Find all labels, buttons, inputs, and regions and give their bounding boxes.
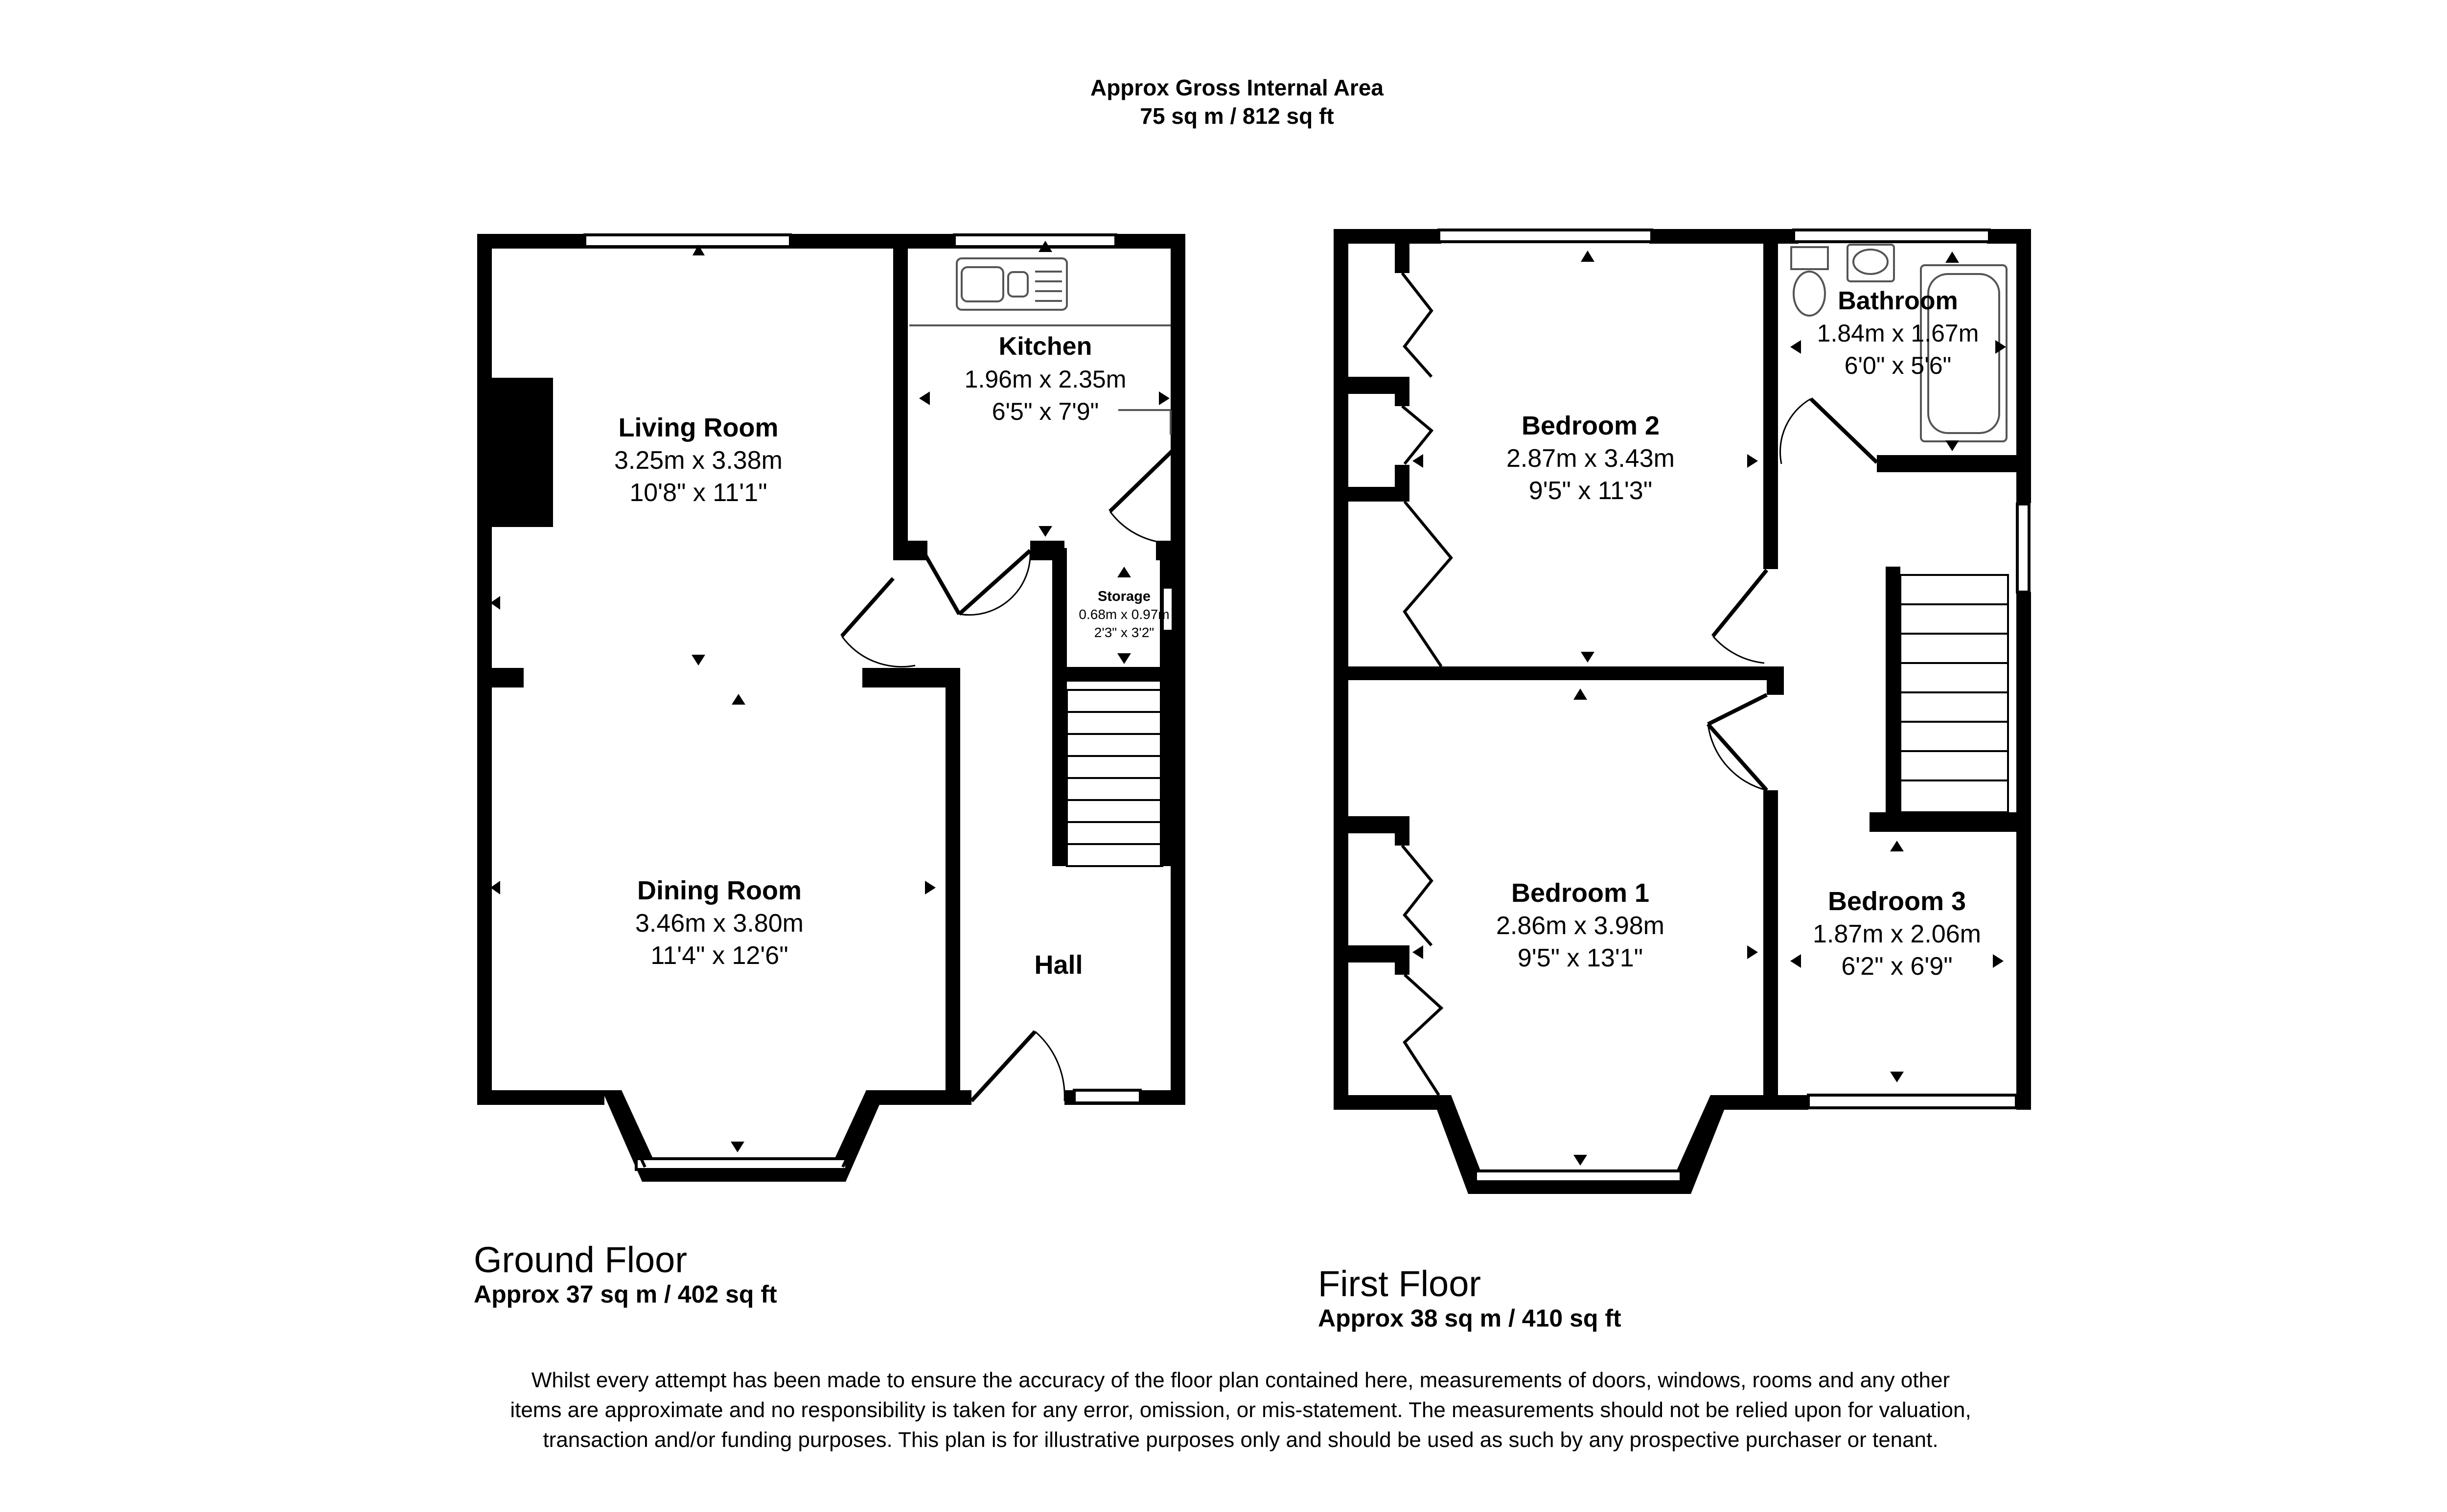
ff-wardrobe-doors-1 (1402, 273, 1431, 377)
dining-room-metric: 3.46m x 3.80m (635, 909, 804, 938)
gf-storage-wall-bottom (1052, 667, 1175, 682)
bedroom1-imperial: 9'5" x 13'1" (1517, 944, 1643, 972)
ff-window-bay-front (1476, 1171, 1681, 1182)
ground-floor-label (474, 1240, 777, 1309)
bedroom3-metric: 1.87m x 2.06m (1813, 920, 1981, 948)
ff-arrow-bath-bottom (1945, 440, 1959, 451)
ff-arrow-bed1-top (1573, 688, 1587, 700)
ff-wall-right-bottom (2016, 592, 2031, 1110)
gf-window-kitchen (954, 235, 1116, 247)
ff-stair-wall-bottom (1870, 812, 2016, 832)
gf-window-living (585, 235, 790, 247)
gf-storage-wall-left (1052, 548, 1067, 866)
ff-window-bathroom (1794, 230, 1989, 242)
gf-door-kitchen-living (925, 550, 1030, 615)
ff-window-bedroom3 (1808, 1095, 2016, 1108)
ff-door-bedroom2 (1713, 570, 1767, 663)
ff-wardrobe-post-5 (1395, 945, 1409, 975)
bedroom3-name: Bedroom 3 (1827, 887, 1966, 916)
ff-wall-bottom-right-b (2016, 1095, 2031, 1110)
bedroom1-metric: 2.86m x 3.98m (1496, 912, 1664, 940)
gf-stub-wall-left (477, 668, 524, 687)
ff-wall-bed2-landing-stub (1767, 666, 1784, 695)
ff-door-bathroom (1780, 399, 1877, 464)
ff-arrow-bed2-left (1412, 454, 1423, 468)
ff-arrow-bed3-left (1790, 954, 1801, 968)
ff-wardrobe-doors-3 (1405, 502, 1451, 666)
ff-arrow-bed2-top (1581, 251, 1594, 262)
bedroom1-name: Bedroom 1 (1511, 878, 1650, 908)
gf-arrow-living-bottom (692, 655, 705, 665)
ff-arrow-bath-left (1790, 340, 1801, 354)
toilet-bowl (1794, 272, 1825, 316)
bedroom2-imperial: 9'5" x 11'3" (1528, 477, 1653, 505)
storage-name: Storage (1098, 589, 1151, 604)
kitchen-name: Kitchen (998, 332, 1092, 361)
ff-door-bedroom1 (1708, 695, 1767, 790)
gross-area-title: Approx Gross Internal Area (1090, 75, 1384, 100)
living-room-name: Living Room (618, 413, 779, 442)
gross-area-value: 75 sq m / 812 sq ft (1140, 103, 1334, 129)
ff-arrow-bed3-right (1993, 954, 2004, 968)
bedroom3-imperial: 6'2" x 6'9" (1841, 952, 1953, 981)
ff-window-bay-right (1684, 1099, 1720, 1179)
ff-wardrobe-doors-2 (1402, 406, 1431, 464)
ff-arrow-bed1-bottom (1573, 1155, 1587, 1166)
disclaimer-text: Whilst every attempt has been made to ensure the accuracy of the floor plan contained here, measurements of doors, windows, rooms and any other items are approximate and no responsibility is taken for any error, omission, or mis-statement. The measurements should not be relied upon for valuation, transaction and/or funding purposes. This plan is for illustrative purposes only and should be used as such by any prospective purchaser or tenant. (510, 1368, 1971, 1452)
bathroom-imperial: 6'0" x 5'6" (1844, 352, 1952, 379)
kitchen-imperial: 6'5" x 7'9" (992, 398, 1099, 425)
ff-wardrobe-post-1 (1395, 244, 1409, 273)
gf-wall-bottom-left (477, 1090, 604, 1105)
dining-room-imperial: 11'4" x 12'6" (650, 941, 788, 970)
bedroom2-name: Bedroom 2 (1521, 411, 1660, 440)
ff-arrow-bed2-right (1747, 454, 1758, 468)
ff-arrow-bed3-bottom (1890, 1072, 1904, 1082)
first-floor-label (1318, 1264, 1621, 1333)
gf-arrow-dining-right (925, 881, 936, 894)
gf-door-front (971, 1031, 1064, 1101)
gf-stub-wall-right (862, 668, 958, 687)
gf-wall-living-kitchen (893, 234, 908, 554)
ff-wardrobe-post-3 (1395, 465, 1409, 502)
first-floor-title: First Floor (1318, 1263, 1481, 1304)
storage-metric: 0.68m x 0.97m (1079, 607, 1170, 622)
gf-arrow-dining-top (732, 694, 745, 705)
ground-floor-area: Approx 37 sq m / 402 sq ft (474, 1281, 777, 1308)
dining-room-name: Dining Room (637, 876, 802, 905)
gf-chimney-breast (492, 378, 553, 527)
gf-wall-kitchen-base (893, 541, 927, 560)
ff-arrow-bed2-bottom (1581, 652, 1594, 663)
kitchen-sink-bowl-small (1008, 272, 1028, 297)
ff-wardrobe-post-4 (1395, 816, 1409, 846)
ff-wall-bedrooms-landing-bottom (1763, 790, 1778, 1110)
gf-staircase (1067, 690, 1162, 866)
ff-arrow-bath-top (1945, 252, 1959, 263)
bathroom-name: Bathroom (1838, 287, 1958, 315)
gf-door-living-hall (842, 578, 915, 667)
toilet-cistern (1791, 247, 1828, 269)
ff-wall-bed1-bed2 (1334, 666, 1784, 680)
ff-dimension-arrows (1412, 251, 2006, 1166)
ff-window-bedroom2 (1439, 230, 1652, 242)
gf-arrow-storage-top (1117, 567, 1131, 577)
ff-stair-wall-left (1886, 567, 1900, 826)
gf-arrow-kitchen-bottom (1039, 526, 1052, 537)
kitchen-metric: 1.96m x 2.35m (964, 366, 1127, 393)
bathroom-metric: 1.84m x 1.67m (1817, 320, 1979, 347)
ff-arrow-bed3-top (1890, 841, 1904, 851)
gf-wall-hall (946, 668, 960, 1105)
hall-name: Hall (1034, 950, 1083, 980)
ff-wall-bottom-left (1334, 1095, 1446, 1110)
wash-basin-bowl (1853, 250, 1888, 274)
gf-arrow-kitchen-left (919, 391, 930, 405)
ground-floor-title: Ground Floor (474, 1239, 687, 1280)
gf-arrow-dining-bottom (731, 1142, 744, 1152)
gf-door-kitchen-hall (1110, 446, 1177, 543)
bedroom2-metric: 2.87m x 3.43m (1506, 444, 1675, 473)
ff-window-landing (2017, 504, 2029, 592)
ff-wardrobe-doors-5 (1405, 975, 1441, 1095)
ff-window-bay-left (1441, 1099, 1474, 1179)
living-room-imperial: 10'8" x 11'1" (629, 479, 767, 507)
kitchen-sink-bowl (962, 267, 1003, 301)
ff-wardrobe-post-2 (1395, 377, 1409, 406)
ff-wardrobe-doors-4 (1402, 846, 1431, 945)
gf-arrow-kitchen-right (1159, 391, 1170, 405)
gf-window-bay-front (636, 1159, 847, 1169)
ff-arrow-bath-right (1995, 340, 2006, 354)
ff-wall-top-left (1334, 229, 1441, 244)
storage-imperial: 2'3" x 3'2" (1094, 625, 1154, 640)
ff-arrow-bed1-left (1412, 945, 1423, 959)
living-room-metric: 3.25m x 3.38m (614, 446, 783, 475)
gf-window-hall (1074, 1090, 1140, 1103)
ff-wall-bathroom-bottom (1877, 455, 2031, 472)
ff-staircase (1900, 575, 2008, 812)
first-floor-area: Approx 38 sq m / 410 sq ft (1318, 1305, 1621, 1332)
ground-floor-doors (842, 446, 1177, 1101)
gf-arrow-storage-bottom (1117, 653, 1131, 664)
ff-arrow-bed1-right (1747, 945, 1758, 959)
ff-wall-bathroom-left (1763, 229, 1778, 366)
